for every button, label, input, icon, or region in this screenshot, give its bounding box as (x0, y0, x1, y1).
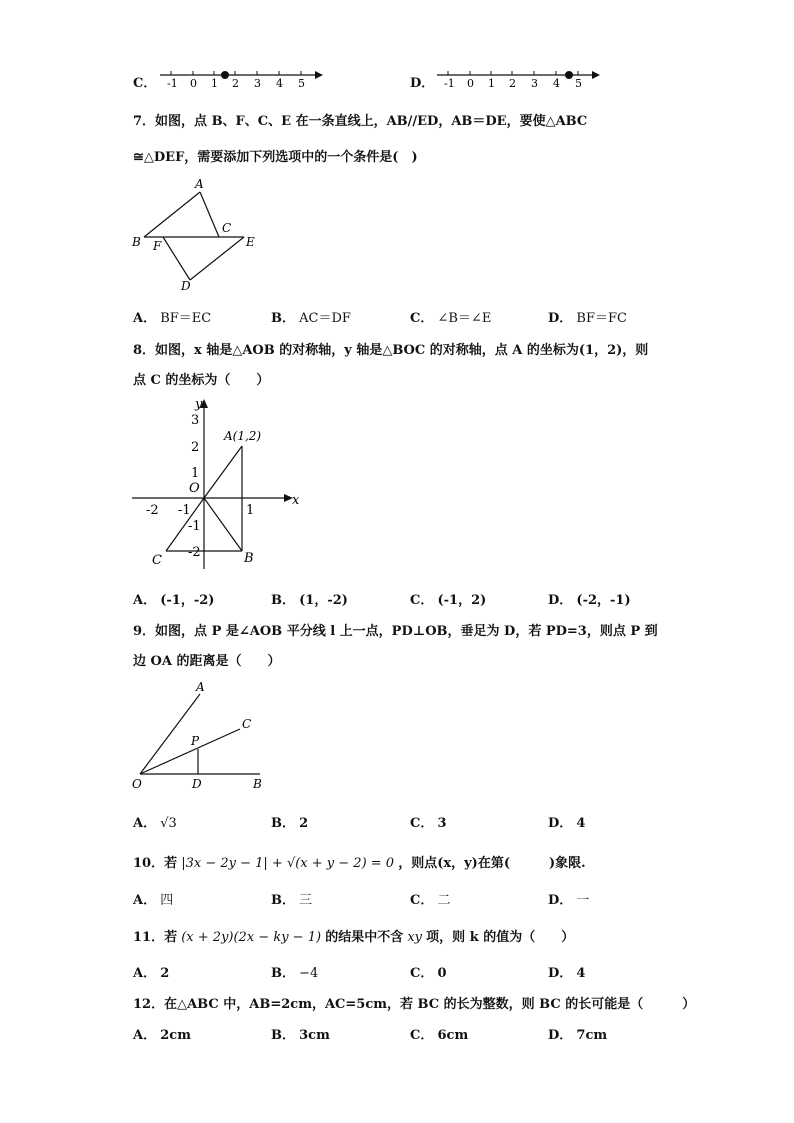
q7-option-b[interactable]: B． AC＝DF (271, 311, 351, 326)
q8-stem-line2: 点 C 的坐标为（ ） (133, 373, 270, 388)
tick-label: 2 (509, 77, 516, 90)
label-f: F (153, 239, 162, 253)
q8-option-c[interactable]: C． (-1，2) (410, 593, 487, 608)
q8-option-d[interactable]: D． (-2，-1) (548, 593, 631, 608)
tick-x-m1: -1 (178, 503, 191, 518)
q11-option-b[interactable]: B． −4 (271, 966, 319, 981)
q9-figure (128, 676, 278, 794)
tick-label: 0 (190, 77, 197, 90)
label-point-b: B (244, 551, 254, 566)
tick-label: 2 (232, 77, 239, 90)
tick-y-1: 1 (191, 466, 200, 481)
tick-label: 4 (553, 77, 560, 90)
tick-label: 3 (531, 77, 538, 90)
q11-stem: 11．若 (x + 2y)(2x − ky − 1) 的结果中不含 xy 项，则 k 的值为（ ） (133, 930, 575, 945)
tick-label: 3 (254, 77, 261, 90)
solid-dot (221, 71, 229, 79)
q11-option-a[interactable]: A． 2 (133, 966, 170, 981)
tick-label: 1 (211, 77, 218, 90)
q7-option-a[interactable]: A． BF＝EC (133, 311, 212, 326)
label-x-axis: x (292, 493, 300, 508)
label-c: C (242, 717, 252, 731)
solid-dot (565, 71, 573, 79)
q7-stem-line1: 7．如图，点 B、F、C、E 在一条直线上，AB//ED，AB＝DE，要使△ABC (133, 114, 588, 129)
q6-option-c-label: C． (133, 76, 157, 91)
label-d: D (192, 777, 202, 791)
label-point-a: A(1,2) (224, 429, 262, 443)
q9-stem-line2: 边 OA 的距离是（ ） (133, 654, 281, 669)
q9-option-c[interactable]: C． 3 (410, 816, 447, 831)
label-b: B (132, 235, 141, 249)
tick-y-m1: -1 (188, 519, 201, 534)
label-c: C (222, 221, 232, 235)
label-p: P (191, 734, 200, 748)
q9-option-d[interactable]: D． 4 (548, 816, 586, 831)
q12-option-c[interactable]: C． 6cm (410, 1028, 469, 1043)
tick-x-m2: -2 (146, 503, 159, 518)
label-point-c: C (152, 553, 162, 568)
q10-option-c[interactable]: C． 二 (410, 893, 451, 908)
tick-x-1: 1 (246, 503, 255, 518)
q7-option-c[interactable]: C． ∠B＝∠E (410, 311, 492, 326)
q6-number-line-d (432, 66, 607, 90)
label-origin: O (189, 481, 200, 496)
label-e: E (246, 235, 255, 249)
q7-figure (128, 172, 268, 294)
q9-option-b[interactable]: B． 2 (271, 816, 309, 831)
tick-label: 5 (575, 77, 582, 90)
label-o: O (132, 777, 142, 791)
q9-stem-line1: 9．如图，点 P 是∠AOB 平分线 l 上一点，PD⊥OB，垂足为 D，若 PD=3，则点 P 到 (133, 624, 658, 639)
q10-expression: |3x − 2y − 1| + √(x + y − 2) = 0 (181, 856, 395, 871)
tick-label: 5 (298, 77, 305, 90)
tick-label: -1 (167, 77, 178, 90)
q6-option-d-label: D． (410, 76, 435, 91)
q11-option-c[interactable]: C． 0 (410, 966, 447, 981)
label-a: A (195, 177, 204, 191)
tick-label: 0 (467, 77, 474, 90)
q8-option-b[interactable]: B． (1，-2) (271, 593, 348, 608)
q11-expression: (x + 2y)(2x − ky − 1) (181, 930, 322, 945)
q7-stem-line2: ≅△DEF，需要添加下列选项中的一个条件是( ) (133, 150, 418, 165)
q8-stem-line1: 8．如图，x 轴是△AOB 的对称轴，y 轴是△BOC 的对称轴，点 A 的坐标为(1，2)，则 (133, 343, 649, 358)
q10-option-a[interactable]: A． 四 (133, 893, 174, 908)
q12-option-b[interactable]: B． 3cm (271, 1028, 330, 1043)
q8-option-a[interactable]: A． (-1，-2) (133, 593, 215, 608)
q12-option-a[interactable]: A． 2cm (133, 1028, 191, 1043)
tick-label: 4 (276, 77, 283, 90)
tick-y-2: 2 (191, 440, 200, 455)
label-a: A (196, 680, 205, 694)
q6-number-line-c (155, 66, 330, 90)
q10-option-d[interactable]: D． 一 (548, 893, 590, 908)
tick-y-3: 3 (191, 413, 200, 428)
tick-label: 1 (488, 77, 495, 90)
q12-option-d[interactable]: D． 7cm (548, 1028, 608, 1043)
q9-option-a[interactable]: A． √3 (133, 816, 177, 831)
q11-term: xy (407, 930, 423, 945)
q8-coordinate-figure (128, 394, 308, 574)
label-y-axis: y (195, 397, 203, 412)
tick-y-m2: -2 (188, 545, 201, 560)
tick-label: -1 (444, 77, 455, 90)
q10-stem: 10．若 |3x − 2y − 1| + √(x + y − 2) = 0 ，则点(x，y)在第( )象限. (133, 856, 586, 871)
q10-option-b[interactable]: B． 三 (271, 893, 313, 908)
label-d: D (181, 279, 191, 293)
q12-stem: 12．在△ABC 中，AB=2cm，AC=5cm，若 BC 的长为整数，则 BC 的长可能是（ ） (133, 997, 696, 1012)
q11-option-d[interactable]: D． 4 (548, 966, 586, 981)
q7-option-d[interactable]: D． BF＝FC (548, 311, 627, 326)
label-b: B (253, 777, 262, 791)
